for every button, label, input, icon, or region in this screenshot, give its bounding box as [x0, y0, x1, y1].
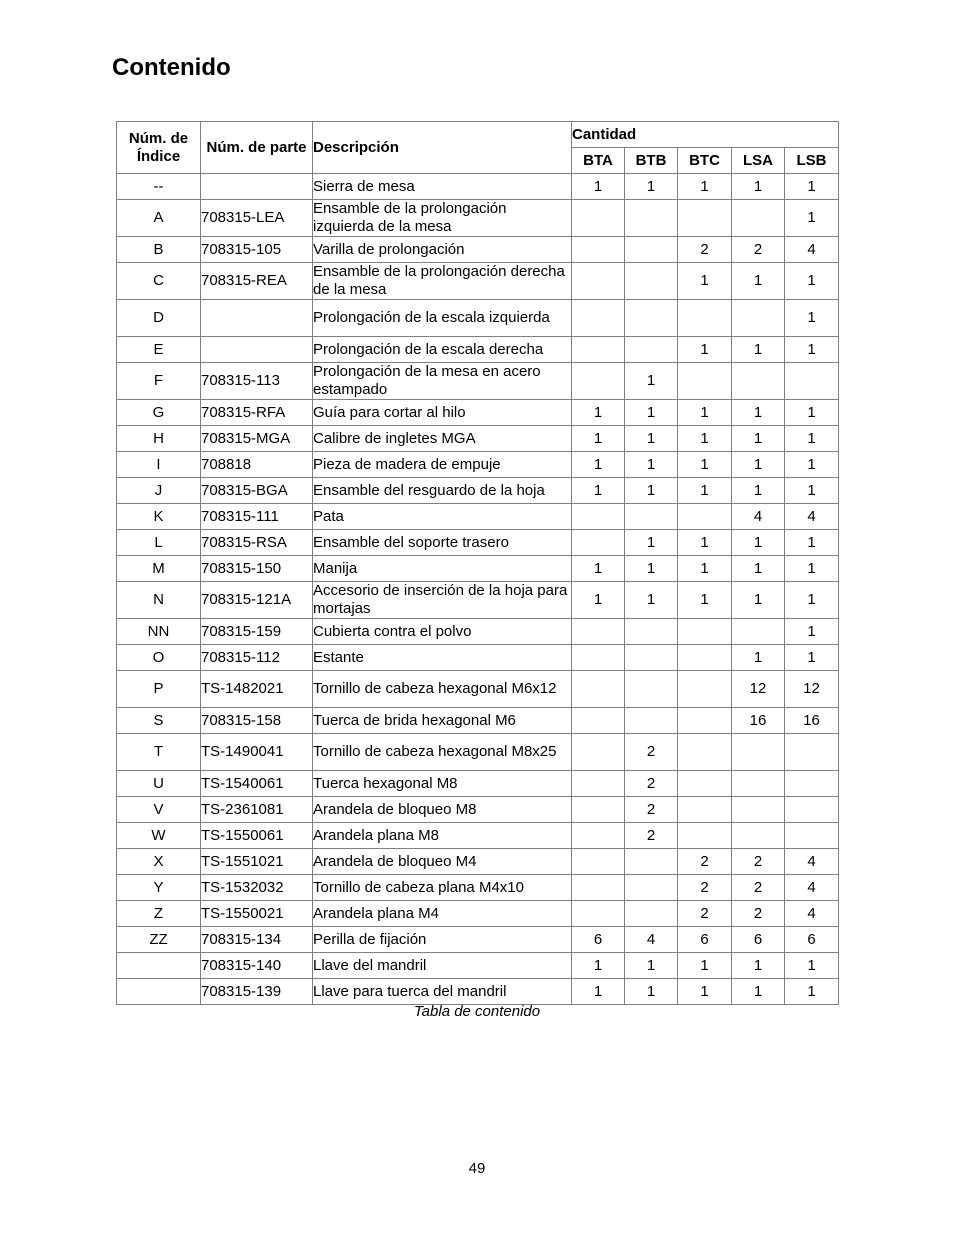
- table-row: [117, 530, 839, 556]
- part-number-cell: 708315-REA: [201, 263, 313, 300]
- quantity-cell: 1: [785, 200, 839, 237]
- quantity-cell: 1: [678, 953, 732, 979]
- quantity-cell: 1: [678, 174, 732, 200]
- table-row: [117, 619, 839, 645]
- quantity-cell: 1: [785, 953, 839, 979]
- part-number-cell: TS-2361081: [201, 797, 313, 823]
- table-row: [117, 708, 839, 734]
- description-cell: Perilla de fijación: [313, 927, 572, 953]
- quantity-cell: 1: [785, 582, 839, 619]
- quantity-cell: 16: [732, 708, 785, 734]
- description-cell: Ensamble del resguardo de la hoja: [313, 478, 572, 504]
- table-row: [117, 582, 839, 619]
- quantity-cell: [678, 734, 732, 771]
- quantity-cell: 1: [572, 426, 625, 452]
- quantity-cell: [678, 645, 732, 671]
- description-cell: Estante: [313, 645, 572, 671]
- quantity-cell: 6: [572, 927, 625, 953]
- part-number-cell: 708315-RFA: [201, 400, 313, 426]
- index-cell: D: [117, 300, 201, 337]
- table-row: [117, 979, 839, 1005]
- index-cell: U: [117, 771, 201, 797]
- contents-table: [116, 121, 839, 1005]
- quantity-cell: 2: [732, 901, 785, 927]
- quantity-cell: 2: [678, 875, 732, 901]
- quantity-cell: 1: [625, 582, 678, 619]
- quantity-cell: [732, 797, 785, 823]
- part-number-cell: TS-1482021: [201, 671, 313, 708]
- index-cell: Z: [117, 901, 201, 927]
- part-number-cell: 708315-150: [201, 556, 313, 582]
- quantity-cell: [625, 901, 678, 927]
- quantity-cell: 1: [625, 363, 678, 400]
- quantity-cell: 1: [678, 400, 732, 426]
- quantity-cell: 1: [785, 619, 839, 645]
- quantity-cell: 1: [732, 478, 785, 504]
- quantity-cell: 4: [785, 875, 839, 901]
- quantity-cell: 1: [678, 979, 732, 1005]
- part-number-cell: 708315-111: [201, 504, 313, 530]
- quantity-cell: 1: [625, 426, 678, 452]
- quantity-cell: 2: [732, 237, 785, 263]
- quantity-cell: 1: [625, 174, 678, 200]
- quantity-cell: [732, 823, 785, 849]
- quantity-cell: 1: [625, 478, 678, 504]
- quantity-cell: 2: [678, 849, 732, 875]
- quantity-cell: 1: [785, 530, 839, 556]
- header-model-btb: BTB: [625, 148, 678, 174]
- quantity-cell: 1: [572, 452, 625, 478]
- table-row: [117, 953, 839, 979]
- quantity-cell: [732, 771, 785, 797]
- index-cell: [117, 979, 201, 1005]
- index-cell: N: [117, 582, 201, 619]
- description-cell: Tornillo de cabeza hexagonal M8x25: [313, 734, 572, 771]
- table-row: [117, 556, 839, 582]
- index-cell: [117, 953, 201, 979]
- table-row: [117, 200, 839, 237]
- part-number-cell: TS-1532032: [201, 875, 313, 901]
- quantity-cell: [678, 823, 732, 849]
- index-cell: S: [117, 708, 201, 734]
- index-cell: T: [117, 734, 201, 771]
- table-row: [117, 478, 839, 504]
- description-cell: Ensamble del soporte trasero: [313, 530, 572, 556]
- description-cell: Manija: [313, 556, 572, 582]
- quantity-cell: [678, 200, 732, 237]
- description-cell: Cubierta contra el polvo: [313, 619, 572, 645]
- quantity-cell: 4: [785, 901, 839, 927]
- table-row: [117, 363, 839, 400]
- page-number: 49: [468, 1160, 486, 1177]
- quantity-cell: [572, 337, 625, 363]
- header-model-btc: BTC: [678, 148, 732, 174]
- description-cell: Ensamble de la prolongación derecha de la mesa: [313, 263, 572, 300]
- quantity-cell: [625, 263, 678, 300]
- quantity-cell: 1: [785, 337, 839, 363]
- index-cell: F: [117, 363, 201, 400]
- index-cell: E: [117, 337, 201, 363]
- quantity-cell: [678, 771, 732, 797]
- quantity-cell: [732, 619, 785, 645]
- quantity-cell: [785, 771, 839, 797]
- quantity-cell: 1: [785, 426, 839, 452]
- table-row: [117, 452, 839, 478]
- table-row: [117, 237, 839, 263]
- quantity-cell: 1: [572, 582, 625, 619]
- quantity-cell: 2: [625, 771, 678, 797]
- quantity-cell: [678, 671, 732, 708]
- index-cell: X: [117, 849, 201, 875]
- quantity-cell: 2: [732, 875, 785, 901]
- quantity-cell: 1: [678, 582, 732, 619]
- part-number-cell: 708315-158: [201, 708, 313, 734]
- quantity-cell: 2: [732, 849, 785, 875]
- table-row: [117, 426, 839, 452]
- description-cell: Guía para cortar al hilo: [313, 400, 572, 426]
- quantity-cell: 1: [785, 263, 839, 300]
- part-number-cell: 708315-112: [201, 645, 313, 671]
- quantity-cell: [625, 300, 678, 337]
- part-number-cell: 708315-BGA: [201, 478, 313, 504]
- quantity-cell: 1: [732, 979, 785, 1005]
- description-cell: Tuerca de brida hexagonal M6: [313, 708, 572, 734]
- quantity-cell: [678, 363, 732, 400]
- quantity-cell: 1: [678, 263, 732, 300]
- part-number-cell: 708315-140: [201, 953, 313, 979]
- quantity-cell: 1: [572, 174, 625, 200]
- quantity-cell: [572, 300, 625, 337]
- quantity-cell: [625, 849, 678, 875]
- part-number-cell: 708315-LEA: [201, 200, 313, 237]
- quantity-cell: 1: [732, 174, 785, 200]
- quantity-cell: 1: [785, 478, 839, 504]
- part-number-cell: 708315-121A: [201, 582, 313, 619]
- quantity-cell: [678, 619, 732, 645]
- quantity-cell: 2: [678, 901, 732, 927]
- quantity-cell: 1: [785, 452, 839, 478]
- quantity-cell: [732, 363, 785, 400]
- quantity-cell: 4: [785, 849, 839, 875]
- quantity-cell: 2: [625, 797, 678, 823]
- quantity-cell: 1: [732, 530, 785, 556]
- quantity-cell: 1: [785, 300, 839, 337]
- quantity-cell: [572, 671, 625, 708]
- index-cell: NN: [117, 619, 201, 645]
- quantity-cell: [572, 619, 625, 645]
- part-number-cell: [201, 300, 313, 337]
- header-description: Descripción: [313, 122, 572, 174]
- quantity-cell: [625, 337, 678, 363]
- quantity-cell: 1: [625, 530, 678, 556]
- index-cell: B: [117, 237, 201, 263]
- description-cell: Tornillo de cabeza plana M4x10: [313, 875, 572, 901]
- header-index: Núm. de Índice: [117, 122, 201, 174]
- quantity-cell: 16: [785, 708, 839, 734]
- description-cell: Calibre de ingletes MGA: [313, 426, 572, 452]
- quantity-cell: [572, 237, 625, 263]
- quantity-cell: 1: [785, 400, 839, 426]
- index-cell: G: [117, 400, 201, 426]
- quantity-cell: 1: [732, 452, 785, 478]
- part-number-cell: TS-1490041: [201, 734, 313, 771]
- quantity-cell: 1: [572, 953, 625, 979]
- description-cell: Arandela de bloqueo M4: [313, 849, 572, 875]
- index-cell: C: [117, 263, 201, 300]
- part-number-cell: TS-1551021: [201, 849, 313, 875]
- quantity-cell: 4: [785, 237, 839, 263]
- quantity-cell: 2: [625, 823, 678, 849]
- part-number-cell: 708315-139: [201, 979, 313, 1005]
- index-cell: M: [117, 556, 201, 582]
- index-cell: Y: [117, 875, 201, 901]
- index-cell: I: [117, 452, 201, 478]
- quantity-cell: 6: [678, 927, 732, 953]
- table-row: [117, 771, 839, 797]
- index-cell: O: [117, 645, 201, 671]
- description-cell: Ensamble de la prolongación izquierda de la mesa: [313, 200, 572, 237]
- index-cell: J: [117, 478, 201, 504]
- table-row: [117, 849, 839, 875]
- quantity-cell: 1: [732, 400, 785, 426]
- quantity-cell: [572, 363, 625, 400]
- quantity-cell: 12: [785, 671, 839, 708]
- quantity-cell: [732, 300, 785, 337]
- part-number-cell: 708315-RSA: [201, 530, 313, 556]
- description-cell: Pata: [313, 504, 572, 530]
- description-cell: Llave para tuerca del mandril: [313, 979, 572, 1005]
- quantity-cell: 1: [678, 452, 732, 478]
- quantity-cell: [572, 200, 625, 237]
- table-row: [117, 734, 839, 771]
- description-cell: Prolongación de la escala derecha: [313, 337, 572, 363]
- part-number-cell: 708315-113: [201, 363, 313, 400]
- part-number-cell: TS-1550021: [201, 901, 313, 927]
- quantity-cell: 1: [678, 478, 732, 504]
- quantity-cell: 1: [732, 953, 785, 979]
- quantity-cell: [625, 237, 678, 263]
- quantity-cell: [572, 708, 625, 734]
- quantity-cell: [572, 823, 625, 849]
- table-row: [117, 645, 839, 671]
- table-row: [117, 337, 839, 363]
- quantity-cell: 1: [625, 953, 678, 979]
- quantity-cell: [785, 823, 839, 849]
- quantity-cell: [678, 300, 732, 337]
- index-cell: P: [117, 671, 201, 708]
- table-row: [117, 300, 839, 337]
- quantity-cell: 1: [572, 556, 625, 582]
- index-cell: L: [117, 530, 201, 556]
- table-body: [117, 174, 839, 1005]
- quantity-cell: 1: [732, 337, 785, 363]
- part-number-cell: 708315-105: [201, 237, 313, 263]
- quantity-cell: 1: [785, 645, 839, 671]
- description-cell: Arandela plana M4: [313, 901, 572, 927]
- description-cell: Prolongación de la mesa en acero estampado: [313, 363, 572, 400]
- index-cell: W: [117, 823, 201, 849]
- quantity-cell: 2: [678, 237, 732, 263]
- quantity-cell: [785, 797, 839, 823]
- description-cell: Tornillo de cabeza hexagonal M6x12: [313, 671, 572, 708]
- table-row: [117, 875, 839, 901]
- index-cell: K: [117, 504, 201, 530]
- quantity-cell: 4: [732, 504, 785, 530]
- quantity-cell: 1: [678, 337, 732, 363]
- header-quantity: Cantidad: [572, 122, 839, 148]
- quantity-cell: 1: [732, 645, 785, 671]
- quantity-cell: 1: [732, 582, 785, 619]
- header-model-lsb: LSB: [785, 148, 839, 174]
- quantity-cell: [572, 901, 625, 927]
- quantity-cell: 1: [678, 556, 732, 582]
- quantity-cell: [625, 671, 678, 708]
- part-number-cell: TS-1550061: [201, 823, 313, 849]
- table-row: [117, 504, 839, 530]
- description-cell: Tuerca hexagonal M8: [313, 771, 572, 797]
- table-caption: Tabla de contenido: [413, 1003, 541, 1020]
- quantity-cell: 1: [785, 174, 839, 200]
- description-cell: Prolongación de la escala izquierda: [313, 300, 572, 337]
- quantity-cell: 1: [625, 556, 678, 582]
- table-row: [117, 901, 839, 927]
- part-number-cell: 708818: [201, 452, 313, 478]
- quantity-cell: [572, 263, 625, 300]
- table-row: [117, 400, 839, 426]
- quantity-cell: [572, 734, 625, 771]
- index-cell: A: [117, 200, 201, 237]
- quantity-cell: [572, 797, 625, 823]
- quantity-cell: 1: [785, 979, 839, 1005]
- table-row: [117, 263, 839, 300]
- quantity-cell: [678, 797, 732, 823]
- quantity-cell: 1: [625, 400, 678, 426]
- table-row: [117, 823, 839, 849]
- quantity-cell: [732, 734, 785, 771]
- quantity-cell: [625, 200, 678, 237]
- description-cell: Varilla de prolongación: [313, 237, 572, 263]
- quantity-cell: [572, 530, 625, 556]
- quantity-cell: [572, 875, 625, 901]
- quantity-cell: [625, 875, 678, 901]
- index-cell: H: [117, 426, 201, 452]
- quantity-cell: [678, 708, 732, 734]
- quantity-cell: 1: [785, 556, 839, 582]
- quantity-cell: [572, 771, 625, 797]
- part-number-cell: [201, 337, 313, 363]
- quantity-cell: 4: [785, 504, 839, 530]
- index-cell: ZZ: [117, 927, 201, 953]
- quantity-cell: 4: [625, 927, 678, 953]
- header-part-number: Núm. de parte: [201, 122, 313, 174]
- table-row: [117, 174, 839, 200]
- quantity-cell: [572, 849, 625, 875]
- description-cell: Llave del mandril: [313, 953, 572, 979]
- quantity-cell: [785, 734, 839, 771]
- quantity-cell: 1: [732, 426, 785, 452]
- description-cell: Arandela de bloqueo M8: [313, 797, 572, 823]
- quantity-cell: [785, 363, 839, 400]
- quantity-cell: 1: [572, 979, 625, 1005]
- part-number-cell: TS-1540061: [201, 771, 313, 797]
- part-number-cell: [201, 174, 313, 200]
- quantity-cell: [625, 645, 678, 671]
- part-number-cell: 708315-MGA: [201, 426, 313, 452]
- description-cell: Arandela plana M8: [313, 823, 572, 849]
- quantity-cell: 1: [678, 530, 732, 556]
- quantity-cell: [572, 504, 625, 530]
- quantity-cell: 12: [732, 671, 785, 708]
- quantity-cell: 1: [732, 263, 785, 300]
- quantity-cell: 6: [732, 927, 785, 953]
- quantity-cell: 1: [625, 979, 678, 1005]
- header-model-bta: BTA: [572, 148, 625, 174]
- quantity-cell: 1: [625, 452, 678, 478]
- quantity-cell: [625, 504, 678, 530]
- table-row: [117, 797, 839, 823]
- quantity-cell: [625, 619, 678, 645]
- header-model-lsa: LSA: [732, 148, 785, 174]
- description-cell: Sierra de mesa: [313, 174, 572, 200]
- index-cell: V: [117, 797, 201, 823]
- page-title: Contenido: [112, 54, 231, 81]
- table-row: [117, 927, 839, 953]
- quantity-cell: 1: [572, 400, 625, 426]
- part-number-cell: 708315-134: [201, 927, 313, 953]
- quantity-cell: 1: [572, 478, 625, 504]
- table-row: [117, 671, 839, 708]
- quantity-cell: [732, 200, 785, 237]
- quantity-cell: [678, 504, 732, 530]
- quantity-cell: [625, 708, 678, 734]
- quantity-cell: 6: [785, 927, 839, 953]
- quantity-cell: 1: [678, 426, 732, 452]
- quantity-cell: [572, 645, 625, 671]
- description-cell: Accesorio de inserción de la hoja para mortajas: [313, 582, 572, 619]
- index-cell: --: [117, 174, 201, 200]
- quantity-cell: 1: [732, 556, 785, 582]
- part-number-cell: 708315-159: [201, 619, 313, 645]
- description-cell: Pieza de madera de empuje: [313, 452, 572, 478]
- quantity-cell: 2: [625, 734, 678, 771]
